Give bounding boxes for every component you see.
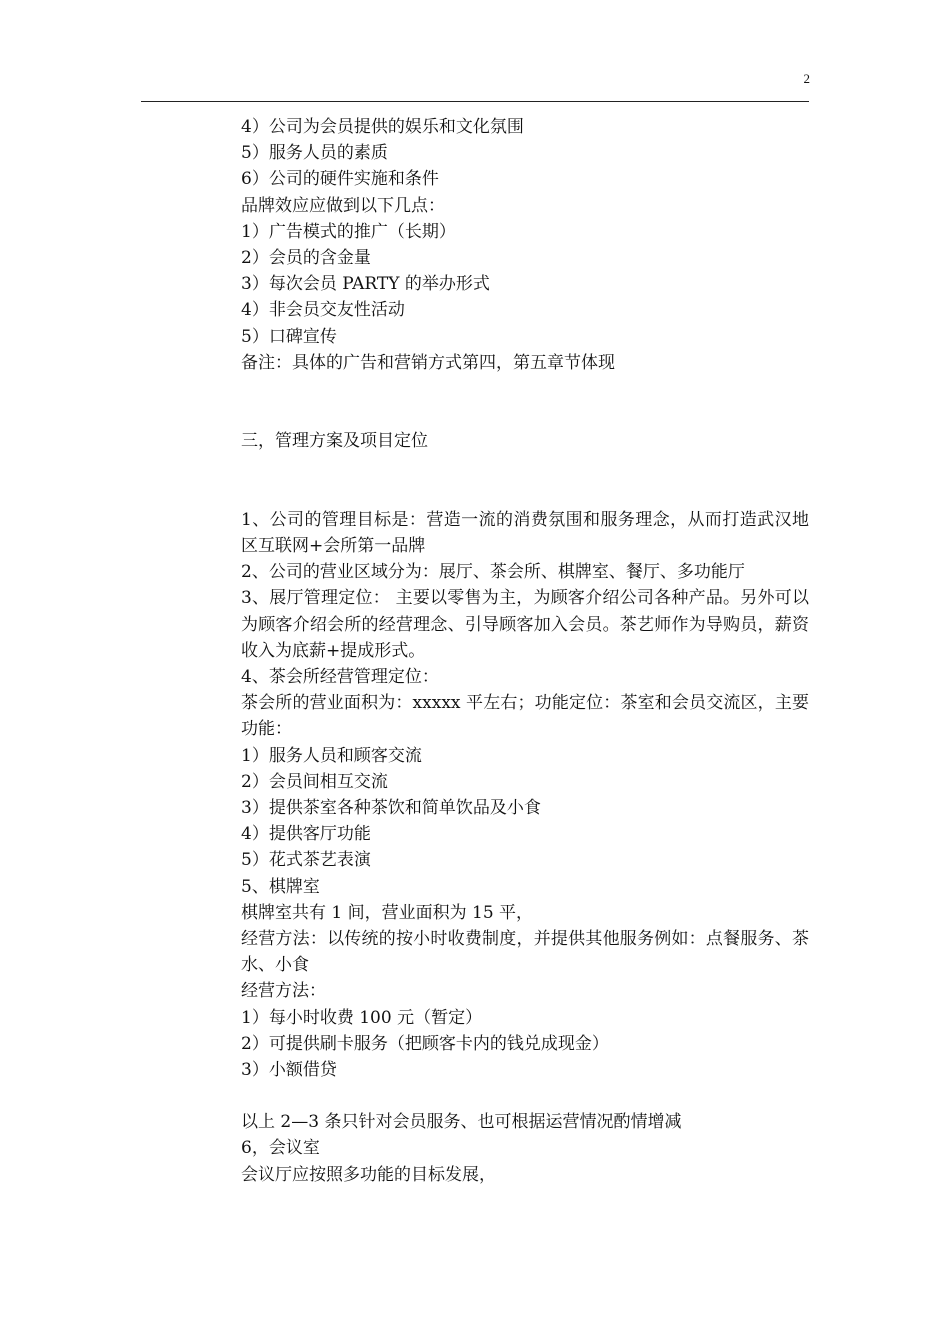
list-item: 2）可提供刷卡服务（把顾客卡内的钱兑成现金） bbox=[241, 1033, 609, 1054]
paragraph: 2、公司的营业区域分为：展厅、茶会所、棋牌室、餐厅、多功能厅 bbox=[241, 562, 745, 583]
paragraph: 1、公司的管理目标是：营造一流的消费氛围和服务理念，从而打造武汉地区互联网+会所第一品牌 bbox=[241, 509, 809, 557]
text-line: 会议厅应按照多功能的目标发展， bbox=[241, 1164, 496, 1185]
paragraph: 4、茶会所经营管理定位： bbox=[241, 667, 439, 688]
paragraph: 茶会所的营业面积为：xxxxx 平左右；功能定位：茶室和会员交流区，主要功能： bbox=[241, 693, 809, 740]
list-item: 3）提供茶室各种茶饮和简单饮品及小食 bbox=[241, 798, 541, 819]
list-item: 2）会员间相互交流 bbox=[241, 771, 388, 792]
text-line: 6）公司的硬件实施和条件 bbox=[241, 169, 439, 190]
list-item: 1）服务人员和顾客交流 bbox=[241, 745, 422, 766]
section-heading: 三，管理方案及项目定位 bbox=[241, 431, 428, 452]
list-item: 5）花式茶艺表演 bbox=[241, 850, 371, 871]
text-line: 5）服务人员的素质 bbox=[241, 143, 388, 164]
list-item: 3）小额借贷 bbox=[241, 1059, 337, 1080]
text-line: 1）广告模式的推广（长期） bbox=[241, 221, 456, 242]
list-item: 1）每小时收费 100 元（暂定） bbox=[241, 1007, 483, 1028]
text-line: 4）非会员交友性活动 bbox=[241, 300, 405, 321]
paragraph: 3、展厅管理定位： 主要以零售为主，为顾客介绍公司各种产品。另外可以为顾客介绍会所的经营理念、引导顾客加入会员。茶艺师作为导购员，薪资收入为底薪+提成形式。 bbox=[241, 588, 809, 661]
page-number: 2 bbox=[803, 71, 810, 86]
list-item: 4）提供客厅功能 bbox=[241, 824, 371, 845]
paragraph: 5、棋牌室 bbox=[241, 876, 320, 897]
text-line: 5）口碑宣传 bbox=[241, 326, 337, 347]
text-line: 4）公司为会员提供的娱乐和文化氛围 bbox=[241, 117, 524, 137]
text-line: 备注：具体的广告和营销方式第四，第五章节体现 bbox=[241, 352, 615, 373]
text-line: 2）会员的含金量 bbox=[241, 247, 371, 268]
document-body bbox=[241, 114, 809, 1188]
header-rule bbox=[141, 101, 809, 102]
text-line: 品牌效应应做到以下几点： bbox=[241, 195, 445, 216]
paragraph: 棋牌室共有 1 间，营业面积为 15 平， bbox=[241, 902, 534, 923]
text-line: 3）每次会员 PARTY 的举办形式 bbox=[241, 274, 490, 295]
paragraph: 经营方法： bbox=[241, 981, 326, 1002]
paragraph: 经营方法：以传统的按小时收费制度，并提供其他服务例如：点餐服务、茶水、小食 bbox=[241, 928, 809, 976]
text-line: 以上 2—3 条只针对会员服务、也可根据运营情况酌情增减 bbox=[241, 1112, 682, 1133]
text-line: 6，会议室 bbox=[241, 1138, 320, 1159]
